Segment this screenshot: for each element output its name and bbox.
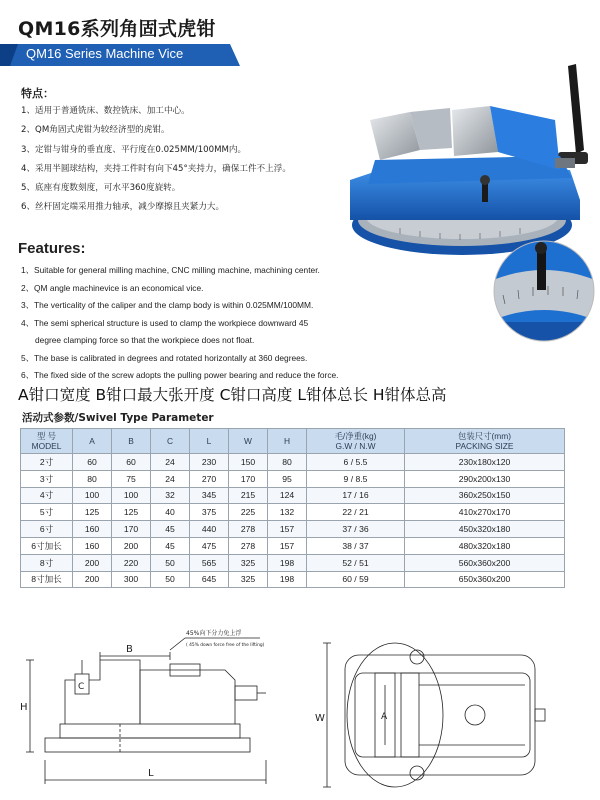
list-item: 3、定钳与钳身的垂直度、平行度在0.025MM/100MM内。: [21, 144, 247, 155]
table-cell: 125: [73, 504, 112, 521]
features-cn-list: [21, 102, 381, 218]
list-item: 3、The verticality of the caliper and the clamp body is within 0.025MM/100MM.: [21, 300, 314, 310]
table-cell: 410x270x170: [405, 504, 565, 521]
dim-label-w: W: [315, 713, 325, 724]
side-note-cn: 45%向下分力免上浮: [186, 630, 242, 637]
table-row: [21, 521, 565, 538]
table-cell: 22 / 21: [307, 504, 405, 521]
detail-photo: [493, 240, 595, 342]
col-header-packing: 包装尺寸(mm) PACKING SIZE: [405, 429, 565, 454]
table-cell: 475: [190, 537, 229, 554]
table-header-row: [21, 429, 565, 454]
col-header-model: 型 号 MODEL: [21, 429, 73, 454]
table-cell: 160: [73, 521, 112, 538]
table-row: [21, 554, 565, 571]
list-item: 2、QM angle machinevice is an economical vice.: [21, 282, 204, 293]
table-cell: 480x320x180: [405, 537, 565, 554]
table-cell: 50: [151, 554, 190, 571]
dimensions-legend: A钳口宽度 B钳口最大张开度 C钳口高度 L钳体总长 H钳体总高: [18, 386, 447, 404]
dim-label-l: L: [148, 768, 154, 779]
features-cn-heading: 特点：: [21, 87, 54, 100]
col-header-b: B: [112, 429, 151, 454]
dim-label-a: A: [381, 712, 388, 722]
table-cell: 200: [73, 571, 112, 588]
col-header-h: H: [268, 429, 307, 454]
table-cell: 278: [229, 521, 268, 538]
side-view-drawing: [20, 620, 275, 790]
table-cell: 132: [268, 504, 307, 521]
table-cell: 300: [112, 571, 151, 588]
features-en-list: [21, 262, 376, 385]
table-cell: 645: [190, 571, 229, 588]
table-cell: 80: [73, 470, 112, 487]
table-cell: 440: [190, 521, 229, 538]
table-cell: 45: [151, 537, 190, 554]
table-cell: 60: [112, 454, 151, 471]
subtitle: QM16 Series Machine Vice: [26, 46, 184, 61]
table-cell: 360x250x150: [405, 487, 565, 504]
col-header-c: C: [151, 429, 190, 454]
table-cell: 230: [190, 454, 229, 471]
table-cell: 100: [112, 487, 151, 504]
page-title: QM16系列角固式虎钳: [18, 18, 216, 40]
table-row: [21, 487, 565, 504]
table-cell: 345: [190, 487, 229, 504]
table-cell: 565: [190, 554, 229, 571]
table-cell: 124: [268, 487, 307, 504]
table-cell: 220: [112, 554, 151, 571]
table-cell: 8寸: [21, 554, 73, 571]
table-cell: 225: [229, 504, 268, 521]
table-cell: 37 / 36: [307, 521, 405, 538]
table-row: [21, 571, 565, 588]
table-cell: 325: [229, 554, 268, 571]
table-cell: 32: [151, 487, 190, 504]
table-cell: 24: [151, 454, 190, 471]
table-cell: 38 / 37: [307, 537, 405, 554]
table-cell: 50: [151, 571, 190, 588]
table-cell: 60: [73, 454, 112, 471]
table-cell: 375: [190, 504, 229, 521]
table-cell: 157: [268, 521, 307, 538]
table-caption: 活动式参数/Swivel Type Parameter: [22, 412, 214, 424]
col-header-w: W: [229, 429, 268, 454]
spec-table: [20, 428, 565, 588]
table-cell: 198: [268, 554, 307, 571]
list-item: 5、底座有度数刻度，可水平360度旋转。: [21, 183, 181, 194]
table-cell: 4寸: [21, 487, 73, 504]
col-header-weight: 毛/净重(kg) G.W / N.W: [307, 429, 405, 454]
col-header-l: L: [190, 429, 229, 454]
dim-label-b: B: [126, 644, 133, 655]
table-cell: 60 / 59: [307, 571, 405, 588]
table-cell: 95: [268, 470, 307, 487]
table-cell: 3寸: [21, 470, 73, 487]
list-item: 1、适用于普通铣床、数控铣床、加工中心。: [21, 106, 190, 116]
table-cell: 45: [151, 521, 190, 538]
table-row: [21, 537, 565, 554]
table-cell: 230x180x120: [405, 454, 565, 471]
side-note-en: ( 45% down force free of the lifting): [186, 643, 265, 648]
table-cell: 125: [112, 504, 151, 521]
table-cell: 40: [151, 504, 190, 521]
table-row: [21, 454, 565, 471]
list-item: 1、Suitable for general milling machine, CNC milling machine, machining center.: [21, 265, 320, 275]
table-cell: 160: [73, 537, 112, 554]
table-cell: 6寸加长: [21, 537, 73, 554]
table-cell: 100: [73, 487, 112, 504]
table-cell: 52 / 51: [307, 554, 405, 571]
table-cell: 200: [73, 554, 112, 571]
table-cell: 9 / 8.5: [307, 470, 405, 487]
table-cell: 290x200x130: [405, 470, 565, 487]
table-cell: 8寸加长: [21, 571, 73, 588]
list-item: 5、The base is calibrated in degrees and rotated horizontally at 360 degrees.: [21, 352, 308, 363]
table-cell: 450x320x180: [405, 521, 565, 538]
list-item: 6、The fixed side of the screw adopts the pulling power bearing and reduce the force.: [21, 370, 339, 380]
table-cell: 325: [229, 571, 268, 588]
table-cell: 170: [112, 521, 151, 538]
features-en-heading: Features:: [18, 240, 86, 257]
table-cell: 200: [112, 537, 151, 554]
table-cell: 215: [229, 487, 268, 504]
table-cell: 24: [151, 470, 190, 487]
table-cell: 650x360x200: [405, 571, 565, 588]
col-header-a: A: [73, 429, 112, 454]
table-cell: 80: [268, 454, 307, 471]
subtitle-banner: [0, 44, 240, 66]
dim-label-c: C: [78, 682, 85, 692]
table-row: [21, 470, 565, 487]
list-item: 4、The semi spherical structure is used to clamp the workpiece downward 45: [21, 317, 309, 328]
table-cell: 170: [229, 470, 268, 487]
table-cell: 560x360x200: [405, 554, 565, 571]
table-cell: 6 / 5.5: [307, 454, 405, 471]
table-cell: 2寸: [21, 454, 73, 471]
table-cell: 270: [190, 470, 229, 487]
table-cell: 150: [229, 454, 268, 471]
table-cell: 5寸: [21, 504, 73, 521]
table-cell: 17 / 16: [307, 487, 405, 504]
table-row: [21, 504, 565, 521]
vice-photo: [340, 60, 600, 260]
list-item: degree clamping force so that the workpiece does not float.: [35, 335, 255, 345]
table-cell: 6寸: [21, 521, 73, 538]
table-cell: 278: [229, 537, 268, 554]
top-view-drawing: [305, 625, 550, 795]
table-cell: 198: [268, 571, 307, 588]
table-cell: 157: [268, 537, 307, 554]
list-item: 6、丝杆固定端采用推力轴承，减少摩擦且夹紧力大。: [21, 202, 225, 213]
table-cell: 75: [112, 470, 151, 487]
list-item: 2、QM角固式虎钳为较经济型的虎钳。: [21, 125, 170, 136]
dim-label-h: H: [20, 702, 28, 713]
list-item: 4、采用半圆球结构，夹持工件时有向下45°夹持力，确保工件不上浮。: [21, 163, 291, 174]
